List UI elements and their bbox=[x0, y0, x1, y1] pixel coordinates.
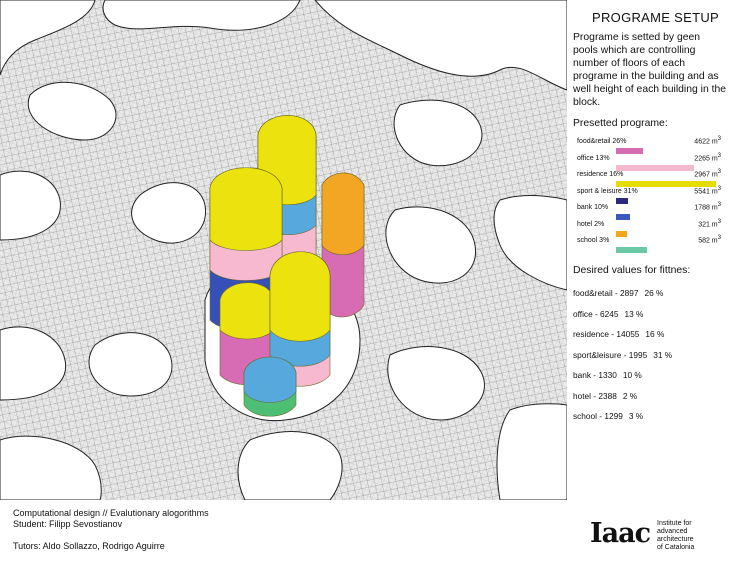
presetted-label: office 13% bbox=[577, 154, 610, 162]
presetted-value-text: 2265 m bbox=[694, 154, 718, 162]
desired-row bbox=[573, 349, 673, 360]
presetted-label: sport & leisure 31% bbox=[577, 187, 638, 195]
presetted-value-text: 5541 m bbox=[694, 187, 718, 195]
footer-course: Computational design // Evalutionary alogorithms bbox=[13, 508, 209, 518]
footer-student: Student: Filipp Sevostianov bbox=[13, 519, 123, 529]
tower-front-yellow bbox=[270, 252, 330, 342]
desired-row bbox=[573, 329, 665, 339]
tower-small-sky bbox=[244, 357, 296, 403]
presetted-bar bbox=[616, 148, 643, 154]
presetted-value bbox=[694, 169, 721, 178]
presetted-value-unit: 3 bbox=[717, 152, 721, 159]
presetted-value bbox=[694, 153, 721, 162]
presetted-value-text: 321 m bbox=[698, 220, 718, 228]
presetted-value-unit: 3 bbox=[717, 235, 721, 241]
desired-label: residence - 14055 bbox=[573, 329, 640, 339]
tower-front-left-yellow bbox=[220, 283, 274, 339]
presetted-row bbox=[577, 237, 727, 259]
tower-hotel-upper bbox=[322, 173, 364, 255]
panel-description: Programe is setted by geen pools which are controlling number of floors of each programe in the building and as well height of each building in the block. bbox=[573, 32, 727, 108]
desired-percent: 31 % bbox=[653, 349, 673, 360]
presetted-bar bbox=[616, 231, 627, 237]
logo-text-line: Institute for bbox=[657, 520, 692, 527]
desired-percent: 13 % bbox=[624, 308, 644, 319]
desired-label: food&retail - 2897 bbox=[573, 288, 639, 298]
desired-row bbox=[573, 390, 638, 401]
programe-setup-panel bbox=[567, 0, 730, 500]
desired-row bbox=[573, 308, 644, 319]
tower-left-yellow bbox=[210, 168, 282, 251]
desired-percent: 3 % bbox=[628, 411, 644, 421]
presetted-value bbox=[694, 202, 721, 211]
logo-text-line: of Catalonia bbox=[657, 544, 695, 551]
presetted-value bbox=[694, 186, 721, 195]
desired-heading: Desired values for fittnes: bbox=[573, 265, 691, 276]
logo-mark: Iaac bbox=[590, 518, 651, 549]
logo-text-line: architecture bbox=[657, 536, 694, 543]
presetted-value-unit: 3 bbox=[717, 218, 721, 225]
iaac-logo bbox=[590, 519, 720, 553]
presetted-bar bbox=[616, 247, 647, 253]
presetted-value bbox=[698, 219, 721, 228]
panel-title: PROGRAME SETUP bbox=[592, 10, 719, 25]
desired-row bbox=[573, 370, 642, 380]
desired-label: bank - 1330 bbox=[573, 370, 617, 380]
desired-percent: 10 % bbox=[622, 370, 642, 380]
presetted-label: residence 16% bbox=[577, 171, 624, 178]
desired-row bbox=[573, 288, 664, 298]
desired-percent: 2 % bbox=[622, 390, 638, 401]
presetted-label: food&retail 26% bbox=[577, 138, 627, 145]
presetted-bar bbox=[616, 214, 630, 220]
presetted-value-unit: 3 bbox=[717, 136, 721, 142]
desired-percent: 26 % bbox=[644, 288, 664, 298]
desired-label: sport&leisure - 1995 bbox=[573, 349, 648, 360]
desired-label: hotel - 2388 bbox=[573, 390, 617, 401]
footer-tutors: Tutors: Aldo Sollazzo, Rodrigo Aguirre bbox=[13, 541, 165, 551]
presetted-bar bbox=[616, 198, 628, 204]
presetted-heading: Presetted programe: bbox=[573, 118, 668, 129]
logo-text-line: advanced bbox=[657, 528, 688, 535]
presetted-label: bank 10% bbox=[577, 204, 609, 211]
presetted-bar bbox=[616, 165, 694, 171]
presetted-value-text: 1788 m bbox=[694, 204, 718, 212]
presetted-value-unit: 3 bbox=[717, 202, 721, 208]
presetted-value bbox=[698, 235, 721, 244]
presetted-value bbox=[694, 136, 721, 145]
presetted-value-unit: 3 bbox=[717, 169, 721, 175]
desired-label: office - 6245 bbox=[573, 308, 619, 319]
presetted-value-text: 582 m bbox=[698, 237, 718, 245]
desired-percent: 16 % bbox=[645, 329, 665, 339]
desired-row bbox=[573, 411, 644, 421]
presetted-value-unit: 3 bbox=[717, 185, 721, 192]
presetted-label: school 3% bbox=[577, 237, 610, 244]
logo-text bbox=[657, 520, 694, 552]
presetted-value-text: 2967 m bbox=[694, 171, 718, 179]
presetted-value-text: 4622 m bbox=[694, 138, 718, 146]
presetted-label: hotel 2% bbox=[577, 220, 605, 228]
desired-label: school - 1299 bbox=[573, 411, 623, 421]
